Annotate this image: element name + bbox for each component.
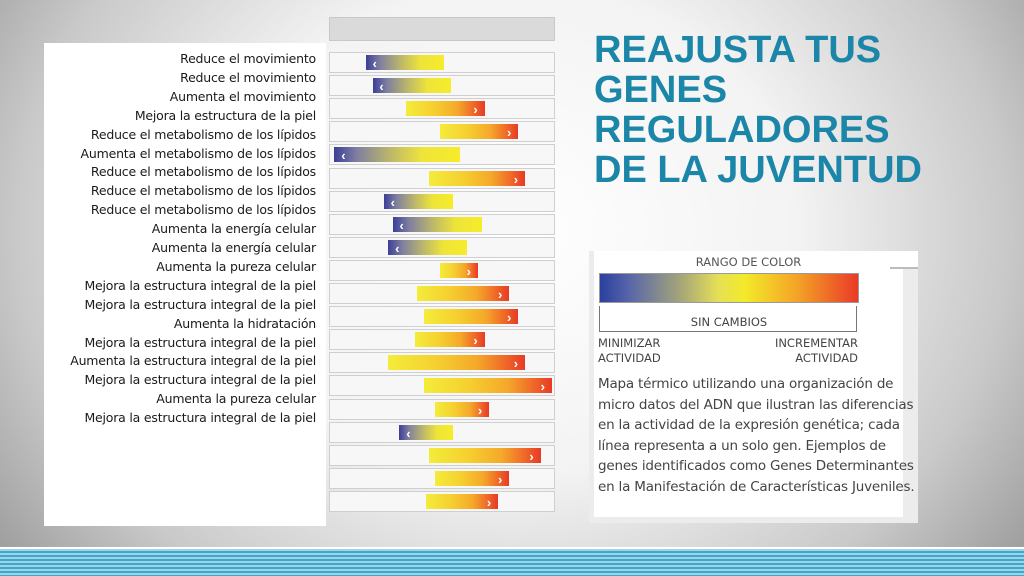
heatmap-row xyxy=(329,75,555,96)
gene-label: Mejora la estructura integral de la piel xyxy=(84,277,316,293)
gene-label: Aumenta la hidratación xyxy=(173,315,316,331)
heatmap-row xyxy=(329,468,555,489)
title-line-3: REGULADORES xyxy=(594,109,890,151)
heatmap-row xyxy=(329,121,555,142)
heatmap-bar-segment xyxy=(429,171,525,186)
gene-label: Reduce el metabolismo de los lípidos xyxy=(90,126,316,142)
gene-label: Aumenta la pureza celular xyxy=(156,391,316,407)
legend-mid-wrap xyxy=(594,315,864,329)
heatmap-row xyxy=(329,352,555,373)
color-legend-panel xyxy=(589,251,918,523)
title-line-2: GENES xyxy=(594,69,728,111)
heatmap-row xyxy=(329,144,555,165)
heatmap-row xyxy=(329,283,555,304)
chevron-right-icon: › xyxy=(498,471,503,487)
chevron-right-icon: › xyxy=(529,448,534,464)
heatmap-row xyxy=(329,445,555,466)
legend-mid-label: SIN CAMBIOS xyxy=(687,315,771,329)
chevron-right-icon: › xyxy=(513,171,519,187)
heatmap-header-bar xyxy=(329,17,555,41)
chevron-right-icon: › xyxy=(506,125,512,141)
title-line-1: REAJUSTA TUS xyxy=(594,29,882,71)
heatmap-bar-segment xyxy=(415,332,484,347)
heatmap-row xyxy=(329,237,555,258)
gene-label: Aumenta la energía celular xyxy=(151,221,316,237)
chevron-left-icon: ‹ xyxy=(406,425,411,441)
gene-label: Reduce el movimiento xyxy=(180,69,316,85)
gene-label: Reduce el movimiento xyxy=(180,51,316,66)
chevron-left-icon: ‹ xyxy=(390,194,395,210)
color-legend-card xyxy=(594,251,915,517)
chevron-right-icon: › xyxy=(473,102,478,118)
page-title xyxy=(594,30,994,190)
heatmap-bar-segment xyxy=(388,240,466,255)
heatmap-bar-segment xyxy=(334,147,459,162)
chevron-right-icon: › xyxy=(513,356,519,372)
legend-min-label xyxy=(598,336,661,366)
gene-label: Aumenta la estructura integral de la piel xyxy=(70,353,316,369)
legend-min-line-1: MINIMIZAR xyxy=(598,336,661,350)
heatmap-bar-segment xyxy=(440,263,478,278)
gene-labels-panel xyxy=(44,43,326,526)
heatmap-row xyxy=(329,260,555,281)
heatmap-row xyxy=(329,214,555,235)
gene-label: Mejora la estructura integral de la piel xyxy=(84,296,316,312)
heatmap-bars xyxy=(326,17,556,517)
heatmap-bar-segment xyxy=(426,494,498,509)
heatmap-row xyxy=(329,191,555,212)
chevron-left-icon: ‹ xyxy=(395,240,400,256)
gene-label: Mejora la estructura de la piel xyxy=(134,107,316,123)
legend-description: Mapa térmico utilizando una organización de micro datos del ADN que ilustran las diferencias en la actividad de la expresión genética; cada línea representa a un solo gen. Ejemplos de genes identificados como Genes Determinantes en la Manifestación de Características Juveniles. xyxy=(598,376,915,495)
gene-label: Reduce el metabolismo de los lípidos xyxy=(90,202,316,218)
gene-label: Aumenta el movimiento xyxy=(169,88,316,104)
heatmap-bar-segment xyxy=(435,402,489,417)
legend-max-label xyxy=(744,336,858,366)
legend-max-line-2: ACTIVIDAD xyxy=(795,351,858,365)
chevron-left-icon: ‹ xyxy=(341,148,346,164)
gene-label: Mejora la estructura integral de la piel xyxy=(84,372,316,388)
legend-gradient-bar xyxy=(599,273,859,303)
gene-label: Reduce el metabolismo de los lípidos xyxy=(90,164,316,180)
chevron-left-icon: ‹ xyxy=(399,217,404,233)
heatmap-bar-segment xyxy=(440,124,518,139)
title-line-4: DE LA JUVENTUD xyxy=(594,149,922,191)
heatmap-row xyxy=(329,491,555,512)
heatmap-bar-segment xyxy=(424,378,552,393)
chevron-right-icon: › xyxy=(506,310,512,326)
heatmap-row xyxy=(329,98,555,119)
chevron-right-icon: › xyxy=(473,333,478,349)
heatmap-bar-segment xyxy=(388,355,525,370)
chevron-right-icon: › xyxy=(498,287,503,302)
heatmap-bar-segment xyxy=(384,194,453,209)
gene-label: Aumenta la energía celular xyxy=(151,240,316,255)
heatmap-row xyxy=(329,422,555,443)
heatmap-row xyxy=(329,375,555,396)
heatmap-bar-segment xyxy=(417,286,509,301)
legend-corner-tab xyxy=(890,251,918,269)
heatmap-bar-segment xyxy=(399,425,453,440)
heatmap-row xyxy=(329,329,555,350)
gene-label: Reduce el metabolismo de los lípidos xyxy=(90,183,316,199)
gene-label: Mejora la estructura integral de la piel xyxy=(84,410,316,426)
chevron-left-icon: ‹ xyxy=(372,56,377,71)
gene-label: Aumenta el metabolismo de los lípidos xyxy=(80,145,316,161)
heatmap-bar-segment xyxy=(393,217,483,232)
heatmap-bar-segment xyxy=(424,309,518,324)
chevron-right-icon: › xyxy=(466,263,471,279)
chevron-right-icon: › xyxy=(540,379,545,395)
bottom-stripe-band xyxy=(0,549,1024,576)
legend-min-line-2: ACTIVIDAD xyxy=(598,351,661,365)
chevron-right-icon: › xyxy=(486,494,492,510)
chevron-right-icon: › xyxy=(477,402,483,418)
heatmap-row xyxy=(329,168,555,189)
heatmap-bar-segment xyxy=(373,78,451,93)
legend-title: RANGO DE COLOR xyxy=(695,255,802,269)
gene-label: Aumenta la pureza celular xyxy=(156,258,316,274)
gene-label: Mejora la estructura integral de la piel xyxy=(84,334,316,350)
heatmap-row xyxy=(329,306,555,327)
heatmap-row xyxy=(329,52,555,73)
heatmap-row xyxy=(329,399,555,420)
chevron-left-icon: ‹ xyxy=(379,79,384,95)
heatmap-bar-segment xyxy=(429,448,541,463)
heatmap-bar-segment xyxy=(435,471,509,486)
heatmap-bar-segment xyxy=(406,101,484,116)
legend-max-line-1: INCREMENTAR xyxy=(774,336,858,350)
heatmap-bar-segment xyxy=(366,55,444,70)
